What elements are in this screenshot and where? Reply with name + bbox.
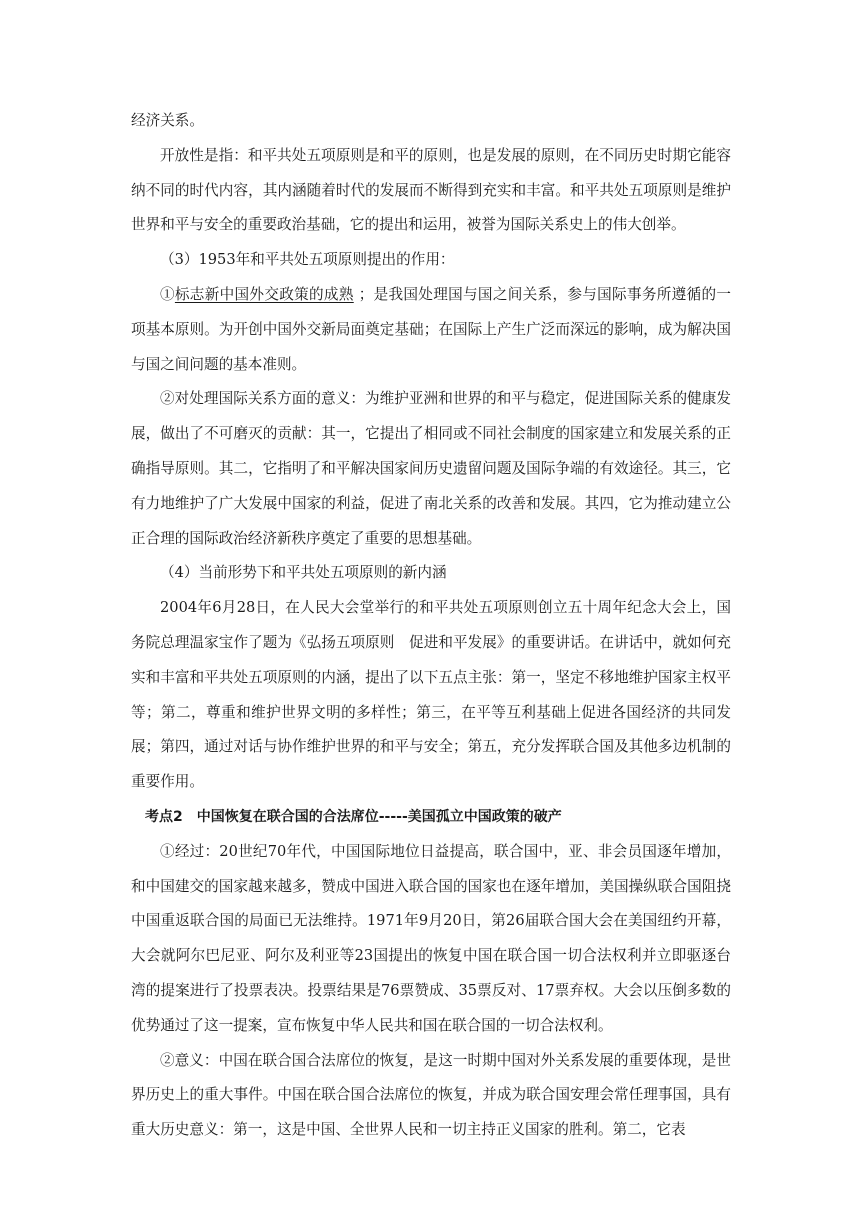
paragraph-role-1	[131, 278, 731, 382]
paragraph-2004-speech: 2004年6月28日，在人民大会堂举行的和平共处五项原则创立五十周年纪念大会上，国务院总理温家宝作了题为《弘扬五项原则 促进和平发展》的重要讲话。在讲话中，就如何充实和丰富和平共处五项原则的内涵，提出了以下五点主张：第一，坚定不移地维护国家主权平等；第二，尊重和维护世界文明的多样性；第三，在平等互利基础上促进各国经济的共同发展；第四，通过对话与协作维护世界的和平与安全；第五，充分发挥联合国及其他多边机制的重要作用。	[131, 599, 731, 791]
paragraph-openness: 开放性是指：和平共处五项原则是和平的原则，也是发展的原则，在不同历史时期它能容纳不同的时代内容，其内涵随着时代的发展而不断得到充实和丰富。和平共处五项原则是维护世界和平与安全的重要政治基础，它的提出和运用，被誉为国际关系史上的伟大创举。	[131, 146, 731, 234]
paragraph-significance: ②意义：中国在联合国合法席位的恢复，是这一时期中国对外关系发展的重要体现，是世界历史上的重大事件。中国在联合国合法席位的恢复，并成为联合国安理会常任理事国，具有重大历史意义：第一，这是中国、全世界人民和一切主持正义国家的胜利。第二，它表	[131, 1051, 731, 1139]
paragraph-continuation: 经济关系。	[131, 112, 204, 129]
paragraph-role-1-text: ；是我国处理国与国之间关系，参与国际事务所遵循的一项基本原则。为开创中国外交新局面奠定基础；在国际上产生广泛而深远的影响，成为解决国与国之间问题的基本准则。	[131, 285, 731, 373]
section-heading-4: （4）当前形势下和平共处五项原则的新内涵	[160, 564, 447, 582]
section-heading-3: （3）1953年和平共处五项原则提出的作用：	[160, 251, 455, 269]
key-point-heading: 考点2 中国恢复在联合国的合法席位-----美国孤立中国政策的破产	[145, 808, 562, 825]
paragraph-process: ①经过：20世纪70年代，中国国际地位日益提高，联合国中，亚、非会员国逐年增加，和中国建交的国家越来越多，赞成中国进入联合国的国家也在逐年增加，美国操纵联合国阻挠中国重返联合国的局面已无法维持。1971年9月20日，第26届联合国大会在美国纽约开幕，大会就阿尔巴尼亚、阿尔及利亚等23国提出的恢复中国在联合国一切合法权利并立即驱逐台湾的提案进行了投票表决。投票结果是76票赞成、35票反对、17票弃权。大会以压倒多数的优势通过了这一提案，宣布恢复中华人民共和国在联合国的一切合法权利。	[131, 842, 731, 1034]
list-marker: ①	[160, 285, 175, 303]
document-body	[131, 104, 731, 1148]
paragraph-role-2: ②对处理国际关系方面的意义：为维护亚洲和世界的和平与稳定，促进国际关系的健康发展，做出了不可磨灭的贡献：其一，它提出了相同或不同社会制度的国家建立和发展关系的正确指导原则。其二，它指明了和平解决国家间历史遗留问题及国际争端的有效途径。其三，它有力地维护了广大发展中国家的利益，促进了南北关系的改善和发展。其四，它为推动建立公正合理的国际政治经济新秩序奠定了重要的思想基础。	[131, 390, 731, 547]
underlined-phrase: 标志新中国外交政策的成熟	[174, 285, 354, 303]
